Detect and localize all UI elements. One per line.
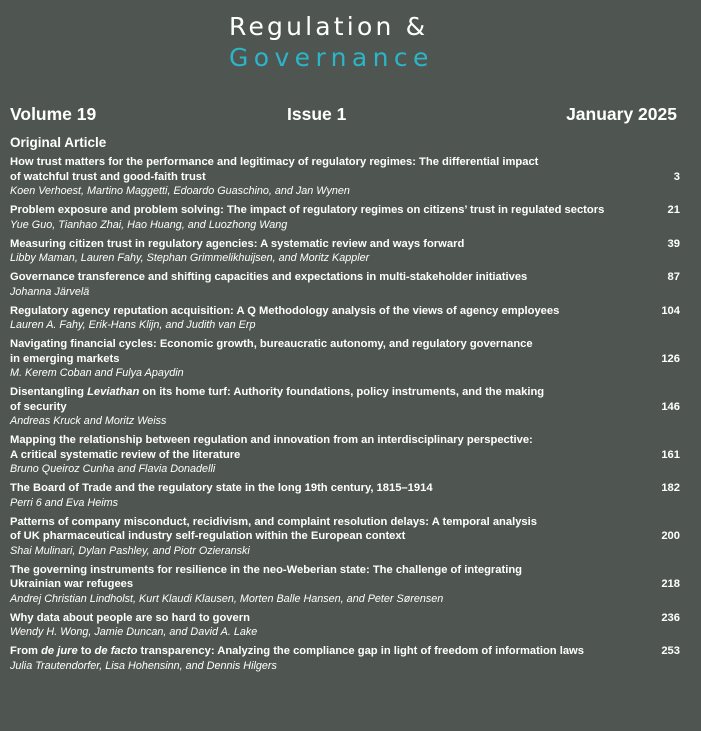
article-title-line[interactable]: The governing instruments for resilience in the neo-Weberian state: The challenge of integrating bbox=[10, 563, 523, 576]
article-authors: Koen Verhoest, Martino Maggetti, Edoardo Guaschino, and Jan Wynen bbox=[10, 185, 350, 197]
toc-entry[interactable] bbox=[10, 385, 682, 428]
journal-masthead bbox=[229, 12, 489, 74]
page-number: 218 bbox=[661, 578, 680, 590]
page-number: 146 bbox=[661, 400, 680, 413]
article-title-line[interactable]: Ukrainian war refugees bbox=[10, 578, 134, 590]
toc-entry[interactable] bbox=[10, 563, 682, 606]
article-authors: Bruno Queiroz Cunha and Flavia Donadelli bbox=[10, 463, 216, 475]
toc-entry[interactable] bbox=[10, 203, 682, 232]
article-title-line[interactable]: Measuring citizen trust in regulatory agencies: A systematic review and ways forward bbox=[10, 237, 465, 250]
article-authors: Julia Trautendorfer, Lisa Hohensinn, and Dennis Hilgers bbox=[10, 659, 277, 672]
toc-entry[interactable] bbox=[10, 237, 682, 266]
article-title-line[interactable]: Regulatory agency reputation acquisition: A Q Methodology analysis of the views of agency employees bbox=[10, 304, 560, 317]
page-number: 39 bbox=[667, 237, 680, 250]
toc-entry[interactable] bbox=[10, 155, 682, 198]
toc-entry[interactable] bbox=[10, 644, 682, 673]
page-number: 182 bbox=[661, 482, 680, 494]
article-title-line[interactable]: Patterns of company misconduct, recidivism, and complaint resolution delays: A temporal analysis bbox=[10, 515, 537, 528]
section-heading: Original Article bbox=[10, 135, 107, 150]
title-part: Disentangling bbox=[10, 386, 88, 398]
journal-title-line2: Governance bbox=[229, 43, 434, 72]
article-authors: Andrej Christian Lindholst, Kurt Klaudi Klausen, Morten Balle Hansen, and Peter Sørensen bbox=[10, 592, 444, 605]
page-number: 236 bbox=[661, 611, 680, 624]
toc-entry[interactable] bbox=[10, 304, 682, 333]
toc-entry[interactable] bbox=[10, 337, 682, 380]
page-number: 253 bbox=[661, 645, 680, 657]
issue-date: January 2025 bbox=[566, 104, 677, 124]
article-title-line[interactable]: Navigating financial cycles: Economic growth, bureaucratic autonomy, and regulatory governance bbox=[10, 338, 533, 350]
table-of-contents bbox=[10, 155, 682, 678]
toc-entry[interactable] bbox=[10, 270, 682, 299]
title-part-italic: de facto bbox=[94, 645, 138, 657]
article-title-line[interactable] bbox=[10, 644, 650, 659]
article-authors: Lauren A. Fahy, Erik-Hans Klijn, and Judith van Erp bbox=[10, 319, 256, 331]
article-authors: Johanna Järvelä bbox=[10, 285, 90, 298]
toc-entry[interactable] bbox=[10, 515, 682, 558]
page-number: 21 bbox=[667, 204, 680, 216]
article-title-line[interactable]: A critical systematic review of the literature bbox=[10, 448, 241, 461]
article-title-line[interactable]: Problem exposure and problem solving: The impact of regulatory regimes on citizens’ trust in regulated sectors bbox=[10, 204, 605, 216]
toc-entry[interactable] bbox=[10, 611, 682, 640]
article-authors: Shai Mulinari, Dylan Pashley, and Piotr Ozieranski bbox=[10, 544, 250, 557]
page-number: 200 bbox=[661, 530, 680, 542]
title-part-italic: de jure bbox=[41, 645, 78, 657]
page-number: 104 bbox=[661, 304, 680, 317]
article-title-line[interactable]: Why data about people are so hard to govern bbox=[10, 611, 250, 624]
page-number: 3 bbox=[673, 170, 680, 183]
page-number: 87 bbox=[667, 271, 680, 283]
title-part: From bbox=[10, 645, 42, 657]
article-authors: Libby Maman, Lauren Fahy, Stephan Grimmelikhuijsen, and Moritz Kappler bbox=[10, 252, 370, 264]
article-title-line[interactable]: The Board of Trade and the regulatory state in the long 19th century, 1815–1914 bbox=[10, 482, 433, 494]
title-part-italic: Leviathan bbox=[87, 386, 140, 398]
article-title-line[interactable] bbox=[10, 385, 610, 400]
page-number: 161 bbox=[661, 448, 680, 461]
toc-entry[interactable] bbox=[10, 433, 682, 476]
article-title-line[interactable]: of watchful trust and good-faith trust bbox=[10, 170, 206, 183]
article-title-line[interactable]: of security bbox=[10, 400, 67, 413]
volume-label: Volume 19 bbox=[10, 104, 97, 124]
journal-title-line1: Regulation & bbox=[229, 12, 429, 41]
issue-label: Issue 1 bbox=[287, 104, 347, 124]
article-title-line[interactable]: Mapping the relationship between regulation and innovation from an interdisciplinary perspective: bbox=[10, 434, 533, 446]
article-authors: Yue Guo, Tianhao Zhai, Hao Huang, and Luozhong Wang bbox=[10, 218, 288, 231]
article-title-line[interactable]: of UK pharmaceutical industry self-regulation within the European context bbox=[10, 530, 406, 542]
article-authors: Andreas Kruck and Moritz Weiss bbox=[10, 415, 167, 427]
page-number: 126 bbox=[661, 352, 680, 365]
article-title-line[interactable]: Governance transference and shifting capacities and expectations in multi-stakeholder initiatives bbox=[10, 271, 528, 283]
title-part: to bbox=[77, 645, 95, 657]
article-authors: Wendy H. Wong, Jamie Duncan, and David A. Lake bbox=[10, 626, 258, 638]
toc-entry[interactable] bbox=[10, 481, 682, 510]
title-part: on its home turf: Authority foundations, policy instruments, and the making bbox=[139, 386, 545, 398]
article-title-line[interactable]: How trust matters for the performance and legitimacy of regulatory regimes: The differential impact bbox=[10, 156, 539, 168]
issue-info-bar bbox=[10, 104, 677, 128]
article-authors: Perri 6 and Eva Heims bbox=[10, 496, 119, 509]
article-authors: M. Kerem Coban and Fulya Apaydin bbox=[10, 367, 184, 379]
article-title-line[interactable]: in emerging markets bbox=[10, 352, 120, 365]
title-part: transparency: Analyzing the compliance gap in light of freedom of information laws bbox=[137, 645, 584, 657]
